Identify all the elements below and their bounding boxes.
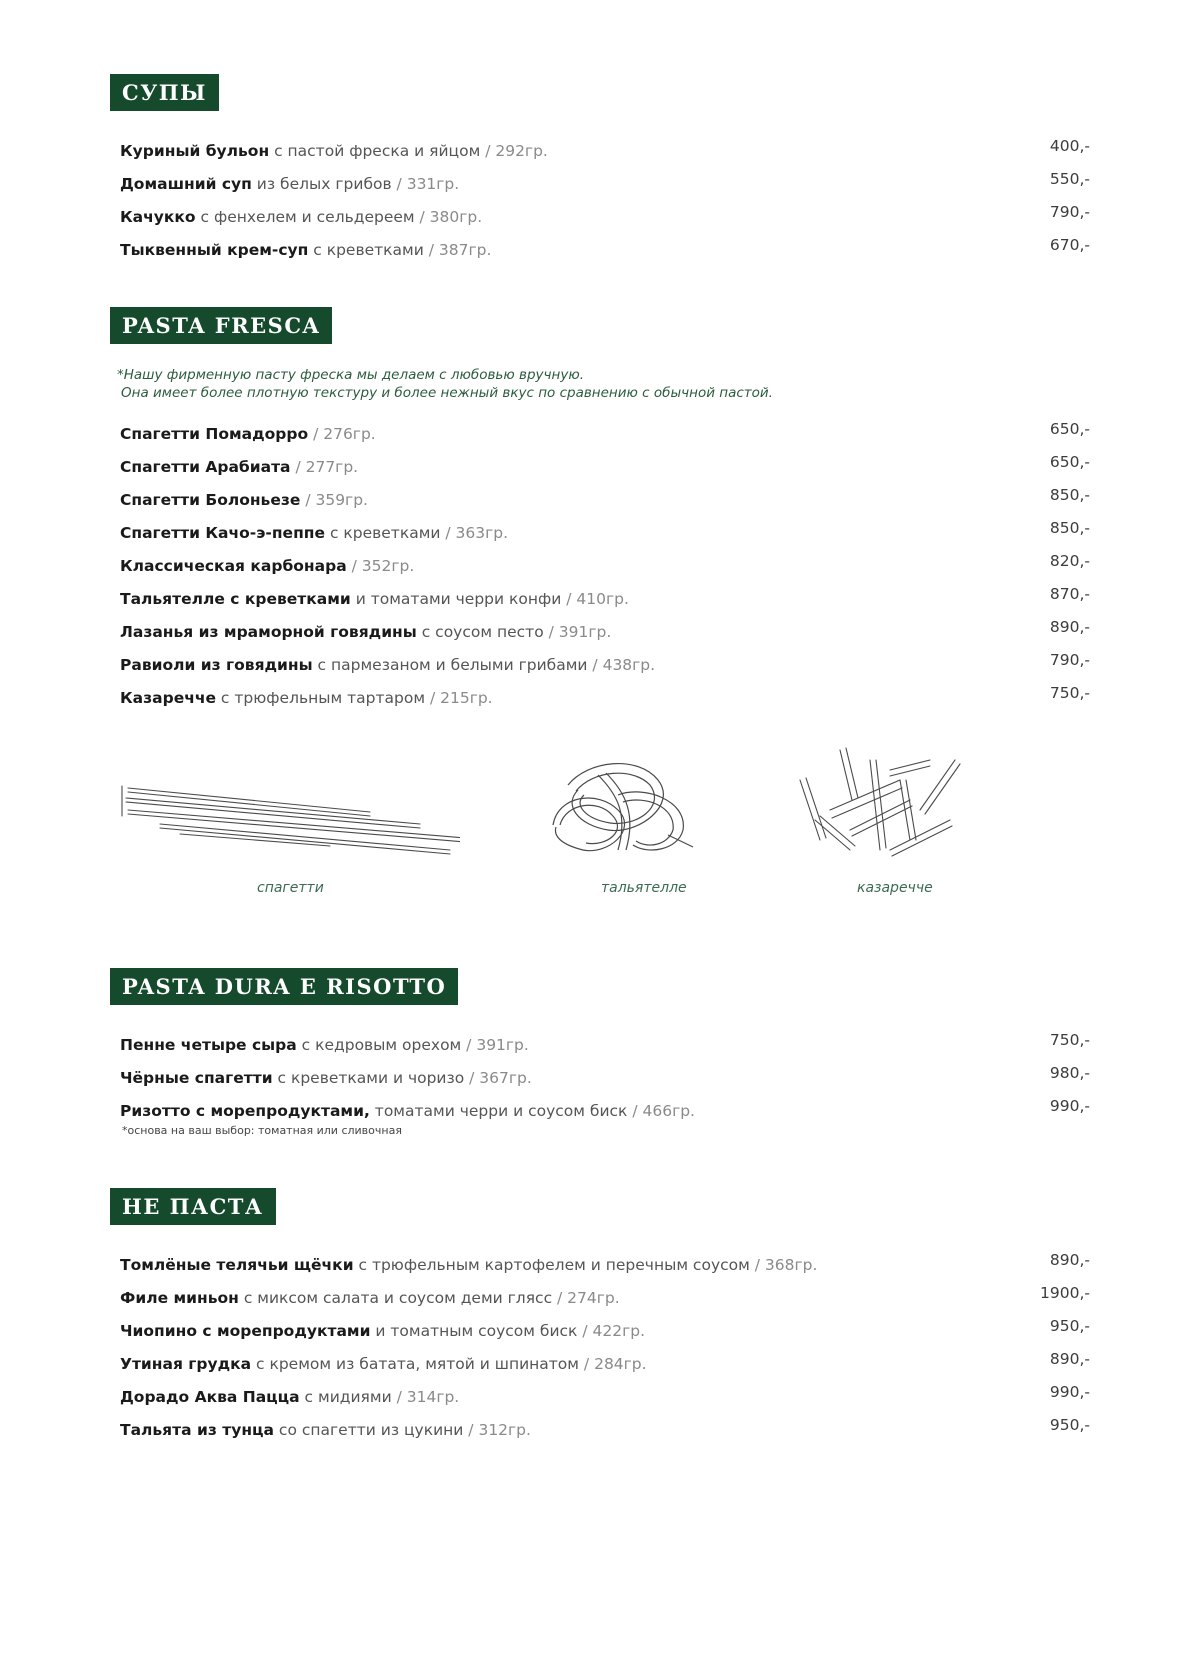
item-weight: / 331гр. (391, 175, 460, 193)
item-price: 890,- (1049, 1350, 1090, 1368)
menu-item (120, 1351, 1090, 1377)
item-name: Тальятелле с креветками (120, 590, 351, 608)
casarecce-label: казаречче (857, 880, 933, 896)
item-price: 980,- (1049, 1064, 1090, 1082)
item-description: с кремом из батата, мятой и шпинатом (251, 1355, 579, 1373)
item-name: Классическая карбонара (120, 557, 347, 575)
menu-item (120, 619, 1090, 645)
item-price: 550,- (1049, 170, 1090, 188)
item-price: 400,- (1049, 137, 1090, 155)
menu-item (120, 520, 1090, 546)
tagliatelle-illustration (548, 755, 698, 860)
item-price: 750,- (1049, 684, 1090, 702)
casarecce-illustration (790, 740, 970, 870)
item-description: с миксом салата и соусом деми глясс (238, 1289, 553, 1307)
risotto-base-note: *основа на ваш выбор: томатная или сливочная (122, 1124, 402, 1137)
item-description: томатами черри и соусом биск (369, 1102, 628, 1120)
item-description: с мидиями (299, 1388, 392, 1406)
menu-item (120, 1032, 1090, 1058)
item-price: 790,- (1049, 651, 1090, 669)
menu-item (120, 1285, 1090, 1311)
item-price: 670,- (1049, 236, 1090, 254)
item-price: 890,- (1049, 618, 1090, 636)
item-name: Спагетти Арабиата (120, 458, 291, 476)
item-name: Спагетти Качо-э-пеппе (120, 524, 326, 542)
item-description: с трюфельным тартаром (216, 689, 426, 707)
menu-item (120, 171, 1090, 197)
pasta-fresca-note-line-1: *Нашу фирменную пасту фреска мы делаем с любовью вручную. (117, 367, 584, 383)
item-weight: / 466гр. (627, 1102, 695, 1120)
item-price: 950,- (1049, 1416, 1090, 1434)
item-description: с креветками (325, 524, 441, 542)
item-name: Равиоли из говядины (120, 656, 313, 674)
item-price: 650,- (1049, 420, 1090, 438)
menu-item (120, 553, 1090, 579)
item-name: Тыквенный крем-суп (120, 241, 309, 259)
item-weight: / 410гр. (561, 590, 629, 608)
menu-item (120, 652, 1090, 678)
item-name: Пенне четыре сыра (120, 1036, 297, 1054)
item-price: 850,- (1049, 519, 1090, 537)
item-weight: / 368гр. (749, 1256, 818, 1274)
item-price: 1900,- (1040, 1284, 1090, 1302)
tagliatelle-label: тальятелле (601, 880, 687, 896)
item-weight: / 422гр. (577, 1322, 645, 1340)
item-weight: / 314гр. (391, 1388, 460, 1406)
item-name: Качукко (120, 208, 196, 226)
item-description: с креветками и чоризо (272, 1069, 465, 1087)
item-name: Дорадо Аква Пацца (120, 1388, 300, 1406)
pasta-fresca-note-line-2: Она имеет более плотную текстуру и более нежный вкус по сравнению с обычной пастой. (121, 385, 773, 401)
item-description: из белых грибов (251, 175, 392, 193)
item-description: с кедровым орехом (296, 1036, 462, 1054)
item-weight: / 284гр. (579, 1355, 647, 1373)
section-title-pasta-dura: PASTA DURA E RISOTTO (110, 968, 458, 1005)
item-weight: / 215гр. (425, 689, 493, 707)
item-price: 820,- (1049, 552, 1090, 570)
item-weight: / 363гр. (440, 524, 509, 542)
section-title-soups: СУПЫ (110, 74, 219, 111)
item-description: со спагетти из цукини (274, 1421, 464, 1439)
item-description: с соусом песто (416, 623, 544, 641)
item-name: Куриный бульон (120, 142, 270, 160)
menu-item (120, 204, 1090, 230)
item-weight: / 276гр. (308, 425, 376, 443)
item-description: с пастой фреска и яйцом (269, 142, 481, 160)
item-weight: / 391гр. (543, 623, 612, 641)
item-price: 750,- (1049, 1031, 1090, 1049)
menu-item (120, 1384, 1090, 1410)
menu-item (120, 685, 1090, 711)
menu-item (120, 138, 1090, 164)
item-description: с фенхелем и сельдереем (195, 208, 415, 226)
item-weight: / 391гр. (461, 1036, 529, 1054)
section-title-pasta-fresca: PASTA FRESCA (110, 307, 332, 344)
item-price: 870,- (1049, 585, 1090, 603)
item-name: Тальята из тунца (120, 1421, 274, 1439)
spaghetti-illustration (120, 780, 460, 860)
item-price: 790,- (1049, 203, 1090, 221)
item-name: Лазанья из мраморной говядины (120, 623, 417, 641)
item-price: 650,- (1049, 453, 1090, 471)
item-name: Чёрные спагетти (120, 1069, 273, 1087)
menu-item (120, 237, 1090, 263)
item-weight: / 274гр. (552, 1289, 620, 1307)
item-weight: / 292гр. (480, 142, 548, 160)
item-price: 990,- (1049, 1097, 1090, 1115)
item-name: Ризотто с морепродуктами, (120, 1102, 370, 1120)
item-description: с пармезаном и белыми грибами (312, 656, 588, 674)
item-description: и томатным соусом биск (370, 1322, 578, 1340)
item-weight: / 277гр. (290, 458, 359, 476)
menu-item (120, 1318, 1090, 1344)
section-title-ne-pasta: НЕ ПАСТА (110, 1188, 276, 1225)
item-weight: / 380гр. (414, 208, 483, 226)
item-price: 990,- (1049, 1383, 1090, 1401)
item-name: Домашний суп (120, 175, 252, 193)
item-weight: / 387гр. (423, 241, 492, 259)
item-description: с трюфельным картофелем и перечным соусом (353, 1256, 750, 1274)
item-weight: / 359гр. (300, 491, 368, 509)
item-price: 890,- (1049, 1251, 1090, 1269)
item-weight: / 367гр. (464, 1069, 532, 1087)
menu-item (120, 1098, 1090, 1124)
menu-item (120, 487, 1090, 513)
item-price: 950,- (1049, 1317, 1090, 1335)
menu-item (120, 1065, 1090, 1091)
item-weight: / 312гр. (463, 1421, 531, 1439)
item-weight: / 438гр. (587, 656, 656, 674)
item-name: Спагетти Помадорро (120, 425, 309, 443)
item-weight: / 352гр. (346, 557, 415, 575)
menu-item (120, 421, 1090, 447)
item-name: Томлёные телячьи щёчки (120, 1256, 354, 1274)
item-description: и томатами черри конфи (350, 590, 562, 608)
item-name: Филе миньон (120, 1289, 239, 1307)
spaghetti-label: спагетти (257, 880, 324, 896)
item-name: Утиная грудка (120, 1355, 252, 1373)
item-name: Чиопино с морепродуктами (120, 1322, 371, 1340)
item-price: 850,- (1049, 486, 1090, 504)
item-name: Спагетти Болоньезе (120, 491, 301, 509)
menu-item (120, 1417, 1090, 1443)
menu-item (120, 1252, 1090, 1278)
menu-item (120, 586, 1090, 612)
menu-item (120, 454, 1090, 480)
item-name: Казаречче (120, 689, 216, 707)
item-description: с креветками (308, 241, 424, 259)
